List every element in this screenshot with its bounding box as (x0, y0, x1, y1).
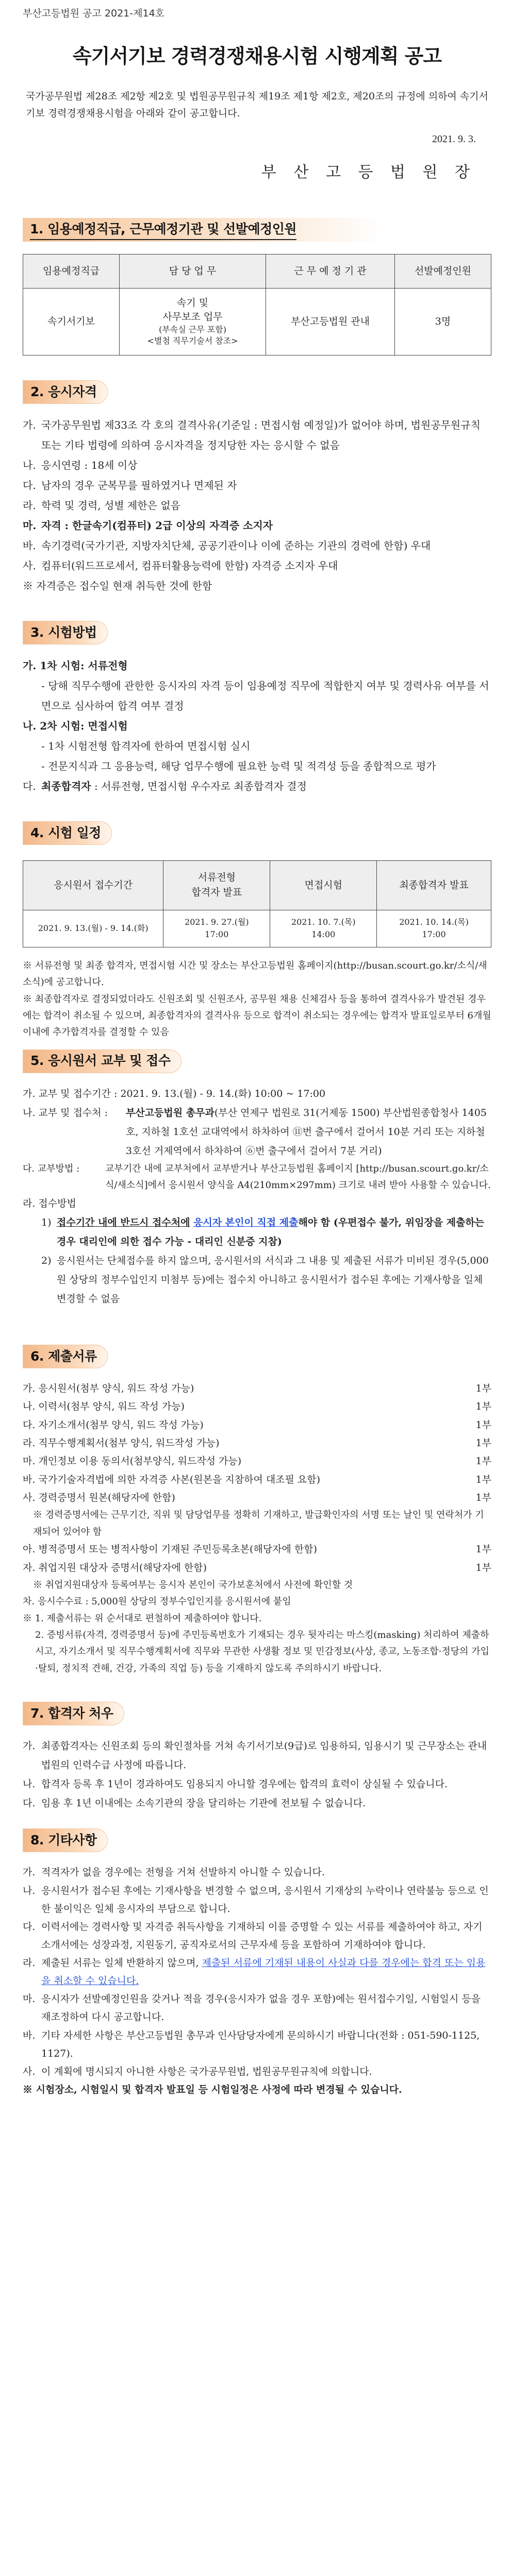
list-item: 다. 최종합격자 : 서류전형, 면접시험 우수자로 최종합격자 결정 (23, 779, 307, 792)
page-title: 속기서기보 경력경쟁채용시험 시행계획 공고 (72, 45, 442, 67)
list-item: 라. 접수방법 (23, 1197, 76, 1209)
list-item: 사. 컴퓨터(워드프로세서, 컴퓨터활용능력에 한함) 자격증 소지자 우대 (23, 559, 338, 572)
list-item: 라. 제출된 서류는 일체 반환하지 않으며, 제출된 서류에 기재된 내용이 사실과 다를 경우에는 합격 또는 임용을 취소할 수 있습니다. (23, 1957, 486, 1987)
note: 2. 증빙서류(자격, 경력증명서 등)에 주민등록번호가 기재되는 경우 뒷자리는 마스킹(masking) 처리하여 제출하시고, 자기소개서 및 직무수행계획서에 직무와 무관한 사생활 정보 및 민감정보(사상, 종교, 노동조합·정당의 가입·탈퇴, 정치적 견해, 건강, 가족의 직업 등) 등을 기재하지 않도록 주의하시기 바랍니다. (35, 1630, 490, 1674)
list-item: - 당해 직무수행에 관한한 응시자의 자격 등이 임용예정 직무에 적합한지 여부 및 경력사유 여부를 서면으로 심사하여 합격 여부 결정 (41, 679, 489, 712)
table-cell: 2021. 9. 13.(월) - 9. 14.(화) (23, 910, 163, 947)
table-header: 응시원서 접수기간 (23, 860, 163, 910)
notice-number: 부산고등법원 공고 2021-제14호 (23, 8, 165, 19)
list-item: 나. 2차 시험: 면접시험 (23, 719, 128, 732)
list-item: 가. 1차 시험: 서류전형 (23, 659, 128, 672)
list-item: 사. 경력증명서 원본(해당자에 한함) 1부 (23, 1492, 491, 1504)
list-item: 마. 자격 : 한글속기(컴퓨터) 2급 이상의 자격증 소지자 (23, 519, 273, 532)
office-cell: 부산고등법원 관내 (266, 288, 395, 355)
court-signature: 부 산 고 등 법 원 장 (261, 163, 476, 182)
duty-cell: 속기 및 사무보조 업무 (부속실 근무 포함) <별첨 직무기술서 참조> (120, 288, 266, 355)
intro-paragraph: 국가공무원법 제28조 제2항 제2호 및 법원공무원규칙 제19조 제1항 제2호, 제20조의 규정에 의하여 속기서기보 경력경쟁채용시험을 아래와 같이 공고합니다. (26, 90, 488, 120)
list-item: 다. 남자의 경우 군복무를 필하였거나 면제된 자 (23, 479, 237, 492)
section-3-header: 3. 시험방법 (23, 621, 108, 645)
list-item: 자. 취업지원 대상자 증명서(해당자에 한함) 1부 (23, 1562, 491, 1573)
section-5-header: 5. 응시원서 교부 및 접수 (23, 1049, 181, 1073)
schedule-notes (23, 958, 491, 1041)
list-item: 라. 직무수행계획서(첨부 양식, 워드작성 가능) 1부 (23, 1437, 491, 1449)
list-item: 바. 국가기술자격법에 의한 자격증 사본(원본을 지참하여 대조필 요함) 1부 (23, 1473, 491, 1485)
table-header: 임용예정직급 (23, 254, 120, 288)
list-item: 가. 적격자가 없을 경우에는 전형을 거쳐 선발하지 아니할 수 있습니다. (23, 1867, 325, 1878)
documents-list (23, 1380, 491, 1677)
exam-method-list (23, 656, 491, 796)
grade-cell: 속기서기보 (23, 288, 120, 355)
table-cell: 2021. 9. 27.(월) 17:00 (163, 910, 270, 947)
list-item: 사. 이 계획에 명시되지 아니한 사항은 국가공무원법, 법원공무원규칙에 의합니다. (23, 2065, 372, 2077)
table-cell: 2021. 10. 14.(목) 17:00 (377, 910, 491, 947)
section-6-header: 6. 제출서류 (23, 1345, 108, 1368)
table-header: 면접시험 (270, 860, 377, 910)
list-item: 다. 자기소개서(첨부 양식, 워드 작성 가능) 1부 (23, 1419, 491, 1431)
list-item: - 전문지식과 그 응용능력, 해당 업무수행에 필요한 능력 및 적격성 등을 종합적으로 평가 (41, 759, 436, 772)
section-2-header: 2. 응시자격 (23, 380, 108, 404)
table-header: 서류전형 합격자 발표 (163, 860, 270, 910)
note: ※ 취업지원대상자 등록여부는 응시자 본인이 국가보훈처에서 사전에 확인할 것 (33, 1579, 353, 1590)
section-1-header: 1. 임용예정직급, 근무예정기관 및 선발예정인원 (23, 218, 384, 242)
note: 차. 응시수수료 : 5,000원 상당의 정부수입인지를 응시원서에 붙임 (23, 1596, 291, 1607)
list-item: 다. 임용 후 1년 이내에는 소속기관의 장을 달리하는 기관에 전보될 수 없습니다. (23, 1798, 366, 1809)
table-header: 담 당 업 무 (120, 254, 266, 288)
application-list (23, 1084, 491, 1309)
list-item: 다. 교부방법 : 교부기간 내에 교부처에서 교부받거나 부산고등법원 홈페이지 [http://busan.scourt.go.kr/소식/새소식]에서 응시원서 양식을 A4(210mm×297mm) 크기로 내려 받아 사용할 수 있습니다. (23, 1163, 491, 1191)
table-header: 최종합격자 발표 (377, 860, 491, 910)
list-item: 가. 교부 및 접수기간 : 2021. 9. 13.(월) - 9. 14.(화) 10:00 ~ 17:00 (23, 1088, 326, 1099)
section-4-header: 4. 시험 일정 (23, 821, 112, 845)
list-item: 마. 개인정보 이용 동의서(첨부양식, 워드작성 가능) 1부 (23, 1455, 491, 1467)
list-item: 나. 교부 및 접수처 : 부산고등법원 총무과(부산 연제구 법원로 31(거제동 1500) 부산법원종합청사 1405호, 지하철 1호선 교대역에서 하차하여 ⑪번 출구에서 걸어서 10분 거리 또는 지하철 3호선 거제역에서 하차하여 ⑥번 출구에서 걸어서 7분 거리) (23, 1107, 487, 1157)
list-item: 바. 속기경력(국가기관, 지방자치단체, 공공기관이나 이에 준하는 기관의 경력에 한함) 우대 (23, 539, 431, 552)
list-item: 나. 이력서(첨부 양식, 워드 작성 가능) 1부 (23, 1401, 491, 1413)
note: ※ 자격증은 접수일 현재 취득한 것에 한함 (23, 579, 212, 592)
list-item: 나. 응시연령 : 18세 이상 (23, 459, 138, 471)
count-cell: 3명 (394, 288, 491, 355)
list-item: 마. 응시자가 선발예정인원을 갖거나 적을 경우(응시자가 없을 경우 포함)에는 원서접수기일, 시험일시 등을 재조정하여 다시 공고합니다. (23, 1993, 481, 2023)
list-item: 라. 학력 및 경력, 성별 제한은 없음 (23, 499, 180, 512)
list-item: - 1차 시험전형 합격자에 한하여 면접시험 실시 (41, 739, 251, 752)
note: ※ 서류전형 및 최종 합격자, 면접시험 시간 및 장소는 부산고등법원 홈페이지(http://busan.scourt.go.kr/소식/새소식)에 공고합니다. (23, 960, 487, 988)
list-item: 나. 응시원서가 접수된 후에는 기재사항을 변경할 수 없으며, 응시원서 기재상의 누락이나 연락불능 등으로 인한 불이익은 일체 응시자의 부담으로 합니다. (23, 1885, 489, 1914)
list-item: 가. 최종합격자는 신원조회 등의 확인절차를 거쳐 속기서기보(9급)로 임용하되, 임용시기 및 근무장소는 관내 법원의 인력수급 사정에 따릅니다. (23, 1740, 487, 1771)
list-item: 다. 이력서에는 경력사항 및 자격증 취득사항을 기재하되 이를 증명할 수 있는 서류를 제출하여야 하고, 자기소개서에는 성장과정, 지원동기, 공직자로서의 근무자세 등을 포함하여 기재하여야 합니다. (23, 1921, 483, 1951)
position-table (23, 254, 491, 355)
section-8-header: 8. 기타사항 (23, 1828, 108, 1852)
list-item: 1) 접수기간 내에 반드시 접수처에 응시자 본인이 직접 제출해야 함 (우편접수 불가, 위임장을 제출하는 경우 대리인에 의한 접수 가능 - 대리인 신분증 지참) (41, 1216, 485, 1247)
qualification-list (23, 415, 491, 596)
schedule-table (23, 860, 491, 947)
note: ※ 시험장소, 시험일시 및 합격자 발표일 등 시험일정은 사정에 따라 변경될 수 있습니다. (23, 2084, 402, 2096)
list-item: 가. 응시원서(첨부 양식, 워드 작성 가능) 1부 (23, 1383, 491, 1395)
misc-list (23, 1863, 491, 2099)
table-header: 근 무 예 정 기 관 (266, 254, 395, 288)
note: ※ 최종합격자로 결정되었더라도 신원조회 및 신원조사, 공무원 채용 신체검사 등을 통하여 결격사유가 발견된 경우에는 합격이 취소될 수 있으며, 최종합격자의 결격사유 등으로 합격이 취소되는 경우에는 합격자 발표일로부터 6개월 이내에 추가합격자를 결정할 수 있음 (23, 993, 491, 1038)
notice-date: 2021. 9. 3. (432, 133, 476, 145)
list-item: 나. 합격자 등록 후 1년이 경과하여도 임용되지 아니할 경우에는 합격의 효력이 상실될 수 있습니다. (23, 1778, 448, 1790)
table-header: 선발예정인원 (394, 254, 491, 288)
table-cell: 2021. 10. 7.(목) 14:00 (270, 910, 377, 947)
list-item: 2) 응시원서는 단체접수를 하지 않으며, 응시원서의 서식과 그 내용 및 제출된 서류가 미비된 경우(5,000원 상당의 정부수입인지 미첨부 등)에는 접수치 아니하고 응시원서가 접수된 후에는 기재사항을 일체 변경할 수 없음 (41, 1255, 489, 1305)
treatment-list (23, 1737, 491, 1813)
list-item: 가. 국가공무원법 제33조 각 호의 결격사유(기준일 : 면접시험 예정일)가 없어야 하며, 법원공무원규칙 또는 기타 법령에 의하여 응시자격을 정지당한 자는 응시할 수 없음 (23, 418, 481, 451)
note: ※ 1. 제출서류는 위 순서대로 편철하여 제출하여야 합니다. (23, 1613, 262, 1624)
list-item: 바. 기타 자세한 사항은 부산고등법원 총무과 인사담당자에게 문의하시기 바랍니다(전화 : 051-590-1125, 1127). (23, 2029, 480, 2059)
section-7-header: 7. 합격자 처우 (23, 1702, 124, 1725)
list-item: 아. 병적증명서 또는 병적사항이 기재된 주민등록초본(해당자에 한함) 1부 (23, 1544, 491, 1555)
note: ※ 경력증명서에는 근무기간, 직위 및 담당업무를 정확히 기재하고, 발급확인자의 서명 또는 날인 및 연락처가 기재되어 있어야 함 (33, 1510, 484, 1537)
